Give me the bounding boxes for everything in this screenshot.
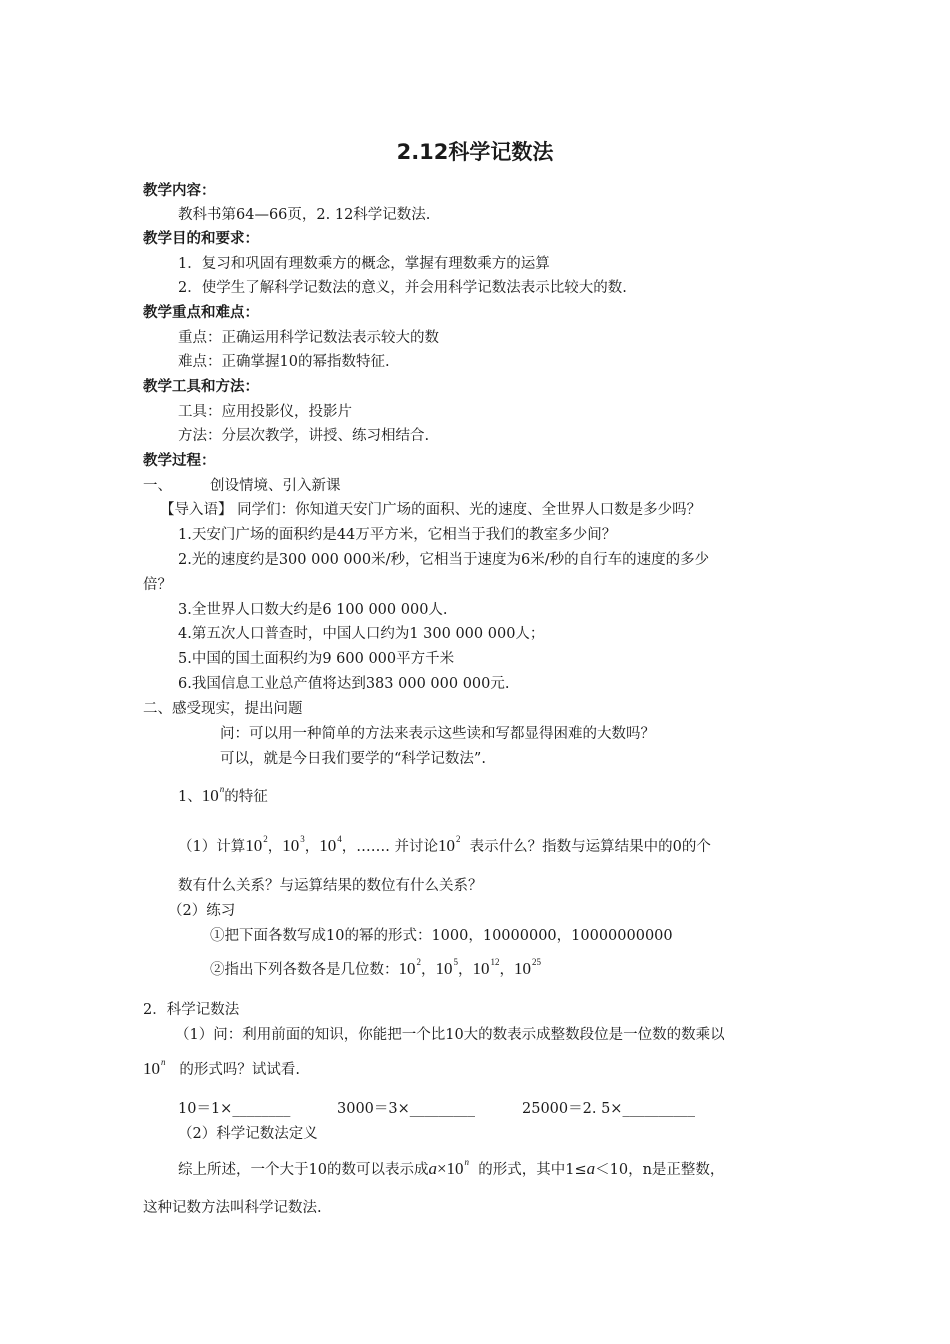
- question-4: 4.第五次人口普查时，中国人口约为1 300 000 000人；: [178, 626, 545, 642]
- definition-line-2: 这种记数方法叫科学记数法.: [143, 1200, 322, 1216]
- power-10-25: $10^{25}$: [514, 957, 541, 978]
- focus-key: 重点：正确运用科学记数法表示较大的数: [178, 330, 439, 346]
- tools-heading: 教学工具和方法：: [143, 379, 259, 395]
- question-1: 1.天安门广场的面积约是44万平方米，它相当于我们的教室多少间？: [178, 527, 617, 543]
- sci-question: （1）问：利用前面的知识，你能把一个比10大的数表示成整数段位是一位数的数乘以: [175, 1027, 725, 1043]
- focus-heading: 教学重点和难点：: [143, 305, 259, 321]
- exercise-2: ②指出下列各数各是几位数：$10^2$，$10^5$，$10^{12}$，$10^{25}$: [210, 957, 541, 978]
- answer-text: 可以，就是今日我们要学的“科学记数法”.: [220, 751, 486, 767]
- power-10-5: $10^5$: [435, 957, 458, 978]
- question-2: 2.光的速度约是300 000 000米/秒，它相当于速度为6米/秒的自行车的速度的多少: [178, 552, 710, 568]
- question-5: 5.中国的国土面积约为9 600 000平方千米: [178, 651, 455, 667]
- tools-method: 方法：分层次教学，讲授、练习相结合.: [178, 428, 430, 444]
- focus-difficult: 难点：正确掌握10的幂指数特征.: [178, 354, 390, 370]
- power-10-n: 10$^n$: [201, 784, 225, 805]
- calc-prefix: （1）计算: [178, 839, 246, 855]
- sci-question-2: 10$^n$ 的形式吗？试试看.: [143, 1057, 300, 1078]
- power-10-4: $10^4$: [319, 834, 342, 855]
- point-1-line: [178, 779, 268, 807]
- point-1-suffix: 的特征: [224, 789, 268, 805]
- goal-item-1: 1．复习和巩固有理数乘方的概念，掌握有理数乘方的运算: [178, 256, 550, 272]
- fill-blank-3: 25000＝2. 5×__________: [522, 1101, 695, 1117]
- calc-line: （1）计算$10^2$，$10^3$，$10^4$，……. 并讨论$10^2$ 表示什么？指数与运算结果中的0的个: [178, 834, 711, 855]
- power-10-2-ex: $10^2$: [398, 957, 421, 978]
- question-3: 3.全世界人口数大约是6 100 000 000人.: [178, 602, 448, 618]
- ellipsis: ……: [356, 839, 386, 855]
- content-heading: 教学内容：: [143, 183, 216, 199]
- section-2-title: 二、感受现实，提出问题: [143, 701, 303, 717]
- definition-line: 综上所述，一个大于10的数可以表示成$a\times 10^n$ 的形式，其中1≤a＜10，n是正整数，: [178, 1157, 725, 1178]
- exercise-1: ①把下面各数写成10的幂的形式：1000，10000000，10000000000: [210, 928, 673, 944]
- content-text: 教科书第64—66页，2. 12科学记数法.: [178, 207, 431, 223]
- point-1-number: 1、: [178, 789, 202, 805]
- calc-line-2: 数有什么关系？与运算结果的数位有什么关系？: [178, 878, 483, 894]
- power-10-2-discuss: $10^2$: [437, 834, 461, 855]
- power-10-3: $10^3$: [282, 834, 305, 855]
- section-1-number: 一、: [143, 478, 172, 494]
- section-1-title: 创设情境、引入新课: [210, 478, 341, 494]
- a-symbol: a: [586, 1159, 596, 1178]
- goal-item-2: 2．使学生了解科学记数法的意义，并会用科学记数法表示比较大的数.: [178, 280, 627, 296]
- calc-suffix: 表示什么？指数与运算结果中的0的个: [469, 839, 711, 855]
- sci-notation-title: 2．科学记数法: [143, 1002, 240, 1018]
- fill-blank-1: 10＝1×________: [178, 1101, 291, 1117]
- question-2-cont: 倍？: [143, 577, 172, 593]
- practice-heading: （2）练习: [168, 903, 236, 919]
- power-10-n-2: 10$^n$: [143, 1057, 166, 1078]
- power-10-2: $10^2$: [245, 834, 268, 855]
- calc-mid: . 并讨论: [385, 839, 438, 855]
- ask-text: 问：可以用一种简单的方法来表示这些读和写都显得困难的大数吗？: [220, 726, 655, 742]
- question-6: 6.我国信息工业总产值将达到383 000 000 000元.: [178, 676, 510, 692]
- goals-heading: 教学目的和要求：: [143, 231, 259, 247]
- intro-text: 【导入语】 同学们：你知道天安门广场的面积、光的速度、全世界人口数是多少吗？: [160, 502, 702, 518]
- tools-tool: 工具：应用投影仪，投影片: [178, 404, 352, 420]
- fill-blank-2: 3000＝3×_________: [337, 1101, 476, 1117]
- process-heading: 教学过程：: [143, 453, 216, 469]
- definition-title: （2）科学记数法定义: [178, 1126, 318, 1142]
- power-10-12: $10^{12}$: [472, 957, 500, 978]
- a-times-10-n: $a\times 10^n$: [428, 1157, 470, 1178]
- page-title: 2.12科学记数法: [396, 140, 554, 164]
